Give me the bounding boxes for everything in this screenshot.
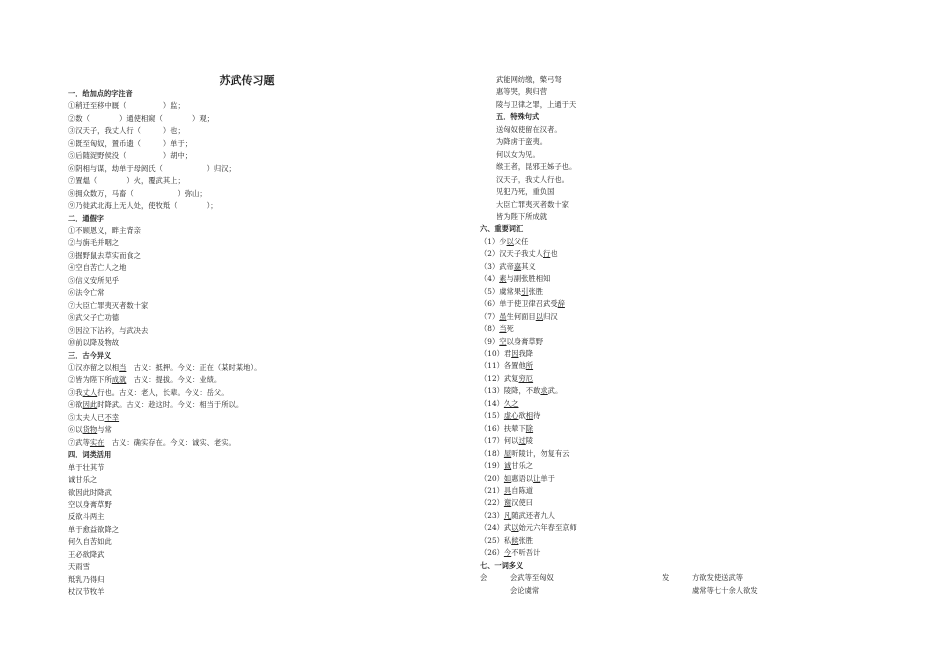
exercise-line: ⑧武父子亡功德: [68, 313, 120, 323]
line-text: （1）少: [480, 236, 507, 246]
exercise-line: [480, 547, 840, 559]
exercise-line: [68, 437, 408, 449]
exercise-line: 欲因此时降武: [68, 487, 112, 497]
exercise-line: [480, 348, 840, 360]
underlined-word: 诚: [503, 461, 512, 471]
underlined-word: 实在: [89, 437, 105, 447]
line-text: （22）: [480, 498, 504, 508]
line-text: 时降武。古义：趁这时。今义：相当于所以。: [97, 400, 244, 410]
exercise-line: [480, 473, 840, 485]
underlined-word: 相: [525, 411, 534, 421]
exercise-line: 皆为陛下所成就: [496, 211, 548, 221]
exercise-line: [480, 373, 840, 385]
exercise-line: ①稍迁至移中厩（ ）监；: [68, 101, 185, 111]
underlined-word: 因此: [82, 400, 98, 410]
exercise-line: 杖汉节牧羊: [68, 587, 105, 597]
section-heading: 二．通假字: [68, 213, 104, 223]
section-heading: 五．特殊句式: [496, 112, 540, 122]
line-text: （23）: [480, 510, 504, 520]
section-heading: 三．古今异义: [68, 350, 112, 360]
line-text: ①汉亦留之以相: [68, 362, 120, 372]
exercise-line: ④既至匈奴，置币遗（ ）单于；: [68, 138, 193, 148]
exercise-line: ③掘野鼠去草实而食之: [68, 250, 141, 260]
exercise-line: [480, 261, 840, 273]
exercise-line: [480, 273, 840, 285]
exercise-line: [480, 298, 840, 310]
underlined-word: 屋: [503, 448, 512, 458]
line-text: 与副张胜相知: [506, 274, 551, 284]
underlined-word: 成就: [111, 375, 127, 385]
exercise-line: 缑王者，昆邪王姊子也。: [496, 162, 577, 172]
exercise-line: 陵与卫律之罪，上通于天: [496, 99, 577, 109]
line-text: （14）: [480, 398, 504, 408]
line-text: （6）单于使卫律召武受: [480, 299, 558, 309]
exercise-line: [480, 460, 840, 472]
line-text: （3）武帝: [480, 261, 514, 271]
underlined-word: 货物: [82, 425, 98, 435]
line-text: 始元六年春至京师: [518, 523, 577, 533]
underlined-word: 辞: [557, 299, 565, 309]
exercise-line: 羝乳乃得归: [68, 574, 105, 584]
line-text: ③我: [68, 387, 83, 397]
exercise-line: ①不顾恩义，畔主背亲: [68, 225, 141, 235]
exercise-line: 大臣亡罪夷灭者数十家: [496, 199, 569, 209]
underlined-word: 虽: [499, 311, 507, 321]
exercise-line: 反欲斗两主: [68, 512, 105, 522]
line-text: （11）各置他: [480, 361, 526, 371]
underlined-word: 具: [503, 485, 512, 495]
line-text: （7）: [480, 311, 500, 321]
line-text: （12）武复: [480, 373, 519, 383]
underlined-word: 凡: [503, 510, 512, 520]
line-text: 归汉: [543, 311, 558, 321]
underlined-word: 因: [511, 348, 519, 358]
exercise-line: 惠等哭，舆归营: [496, 87, 548, 97]
line-text: （26）: [480, 548, 504, 558]
line-text: （4）: [480, 274, 500, 284]
line-text: 陵: [525, 436, 534, 446]
line-text: （21）: [480, 485, 504, 495]
line-text: （8）: [480, 324, 500, 334]
exercise-line: 诚甘乐之: [68, 475, 98, 485]
polysemy-word: [480, 585, 510, 597]
underlined-word: 穷厄: [518, 373, 534, 383]
exercise-line: [68, 374, 408, 386]
line-text: 我降: [518, 348, 534, 358]
section-heading: 一．给加点的字注音: [68, 89, 133, 98]
line-text: 惠语以: [511, 473, 534, 483]
exercise-line: 为降虏于蛮夷。: [496, 137, 548, 147]
underlined-word: 久之: [503, 398, 519, 408]
exercise-line: ⑥阴相与谋，劫单于母阏氏（ ）归汉；: [68, 163, 236, 173]
underlined-word: 行: [543, 249, 551, 259]
line-text: ⑦武等: [68, 437, 90, 447]
underlined-word: 如: [503, 473, 512, 483]
exercise-line: ②与旃毛并咽之: [68, 238, 120, 248]
page-title: 苏武传习题: [219, 74, 275, 87]
exercise-line: [480, 448, 840, 460]
section-heading: 七、一词多义: [480, 560, 524, 570]
line-text: 听陵计，勿复有云: [511, 448, 570, 458]
line-text: 随武还者九人: [511, 510, 555, 520]
underlined-word: 以: [506, 236, 514, 246]
underlined-word: 求: [540, 386, 548, 396]
exercise-line: ⑤信义安所见乎: [68, 275, 120, 285]
line-text: （2）汉天子我丈人: [480, 249, 544, 259]
exercise-line: [480, 336, 840, 348]
exercise-line: [480, 236, 840, 248]
polysemy-row: [480, 585, 840, 597]
exercise-line: ⑦大臣亡罪夷灭者数十家: [68, 300, 149, 310]
exercise-line: [68, 387, 408, 399]
exercise-line: 单于壮其节: [68, 462, 105, 472]
line-text: 以身膏草野: [506, 336, 544, 346]
underlined-word: 让: [533, 473, 541, 483]
underlined-word: 过: [518, 436, 526, 446]
exercise-line: [480, 510, 840, 522]
line-text: 单于: [540, 473, 555, 483]
line-text: 父任: [513, 236, 529, 246]
exercise-line: 武能网纺缴，檠弓弩: [496, 75, 562, 84]
underlined-word: 素: [499, 274, 507, 284]
exercise-line: [480, 385, 840, 397]
line-text: 死: [506, 324, 514, 334]
left-column-body: [68, 88, 408, 599]
underlined-word: 以: [511, 523, 519, 533]
underlined-word: 候: [511, 535, 519, 545]
exercise-line: ⑨乃徙武北海上无人处，使牧羝（ ）；: [68, 201, 218, 211]
line-text: （9）: [480, 336, 500, 346]
polysemy-example: 会武等至匈奴: [510, 573, 554, 583]
line-text: （24）武: [480, 523, 512, 533]
underlined-word: 今: [503, 548, 512, 558]
exercise-line: [480, 535, 840, 547]
exercise-line: 何以女为见。: [496, 149, 540, 159]
underlined-word: 除: [525, 423, 534, 433]
line-text: （5）虞常果: [480, 286, 522, 296]
underlined-word: 以: [535, 311, 544, 321]
underlined-word: 空: [499, 336, 507, 346]
exercise-line: [480, 497, 840, 509]
exercise-line: ⑨因泣下沾衿，与武决去: [68, 325, 149, 335]
exercise-line: 见犯乃死，重负国: [496, 187, 555, 197]
exercise-line: [68, 412, 408, 424]
exercise-line: 天雨雪: [68, 562, 90, 572]
line-text: 其义: [521, 261, 536, 271]
line-text: 张胜: [528, 286, 544, 296]
left-column: [68, 74, 408, 599]
exercise-line: [480, 360, 840, 372]
polysemy-word: 发: [662, 573, 670, 583]
line-text: 汉使曰: [511, 498, 534, 508]
exercise-line: 王必欲降武: [68, 549, 105, 559]
line-text: ④欲: [68, 400, 83, 410]
polysemy-row: [480, 572, 840, 584]
underlined-word: 虚心: [503, 411, 519, 421]
line-text: （10）君: [480, 348, 512, 358]
exercise-line: [480, 311, 840, 323]
section-heading: 六、重要词汇: [480, 224, 524, 234]
exercise-line: ⑩前以降及物故: [68, 338, 120, 348]
exercise-line: 汉天子，我丈人行也。: [496, 174, 569, 184]
right-column: [480, 74, 840, 597]
line-text: （25）私: [480, 535, 512, 545]
exercise-line: [480, 435, 840, 447]
exercise-line: ④空自苦亡人之地: [68, 263, 127, 273]
line-text: 自陈道: [511, 485, 534, 495]
line-text: 张胜: [518, 535, 534, 545]
underlined-word: 当: [499, 324, 507, 334]
underlined-word: 引: [521, 286, 529, 296]
underlined-word: 当: [119, 362, 127, 372]
line-text: （17）何以: [480, 436, 519, 446]
underlined-word: 丈人: [82, 387, 98, 397]
exercise-line: [68, 362, 408, 374]
polysemy-example: 方欲发使送武等: [692, 573, 744, 583]
line-text: ⑥以: [68, 425, 83, 435]
exercise-line: 送匈奴使留在汉者。: [496, 124, 562, 134]
exercise-line: 何久自苦如此: [68, 537, 112, 547]
polysemy-word: [662, 585, 692, 597]
exercise-line: 单于愈益欲降之: [68, 524, 120, 534]
polysemy-example: 会论虞常: [510, 585, 540, 595]
line-text: 与常: [97, 425, 112, 435]
line-text: 古义：抵押。今义：正在（某时某地）。: [126, 362, 262, 372]
exercise-line: [480, 323, 840, 335]
exercise-line: ⑧拥众数万，马畜（ ）弥山；: [68, 188, 207, 198]
right-column-body: [480, 74, 840, 597]
exercise-line: ⑦置煴（ ）火，覆武其上；: [68, 176, 185, 186]
line-text: 待: [533, 411, 541, 421]
exercise-line: ⑤后随浞野侯没（ ）胡中；: [68, 151, 193, 161]
line-text: ②皆为陛下所: [68, 375, 112, 385]
exercise-line: [68, 424, 408, 436]
exercise-line: [480, 410, 840, 422]
line-text: 生何面目: [506, 311, 536, 321]
exercise-line: ②数（ ）通使相窥（ ）观；: [68, 113, 214, 123]
line-text: 古义：确实存在。今义：诚实、老实。: [104, 437, 236, 447]
line-text: 甘乐之: [511, 461, 534, 471]
underlined-word: 所: [525, 361, 534, 371]
line-text: 行也。古义：老人，长辈。今义：岳父。: [97, 387, 229, 397]
line-text: 欲: [518, 411, 526, 421]
exercise-line: [480, 423, 840, 435]
exercise-line: [480, 485, 840, 497]
line-text: 武。: [547, 386, 563, 396]
line-text: 也: [550, 249, 558, 259]
exercise-line: [480, 286, 840, 298]
exercise-line: [480, 398, 840, 410]
underlined-word: 嘉: [513, 261, 522, 271]
underlined-word: 不幸: [104, 412, 120, 422]
underlined-word: 谢: [503, 498, 512, 508]
polysemy-example: 虞常等七十余人欲发: [692, 585, 758, 595]
line-text: （20）: [480, 473, 504, 483]
line-text: （18）: [480, 448, 504, 458]
exercise-line: [68, 399, 408, 411]
line-text: 古义：提拔。今义：业绩。: [126, 375, 222, 385]
line-text: （19）: [480, 461, 504, 471]
line-text: ⑤太夫人已: [68, 412, 105, 422]
exercise-line: ⑥法令亡常: [68, 288, 105, 298]
exercise-line: 空以身膏草野: [68, 499, 112, 509]
exercise-line: ③汉天子，我丈人行（ ）也；: [68, 126, 185, 136]
line-text: （13）陵降，不敢: [480, 386, 541, 396]
exercise-line: [480, 248, 840, 260]
exercise-line: [480, 522, 840, 534]
line-text: （15）: [480, 411, 504, 421]
polysemy-word: 会: [480, 573, 488, 583]
section-heading: 四．词类活用: [68, 450, 112, 460]
line-text: 不听吾计: [511, 548, 541, 558]
line-text: （16）扶辇下: [480, 423, 526, 433]
